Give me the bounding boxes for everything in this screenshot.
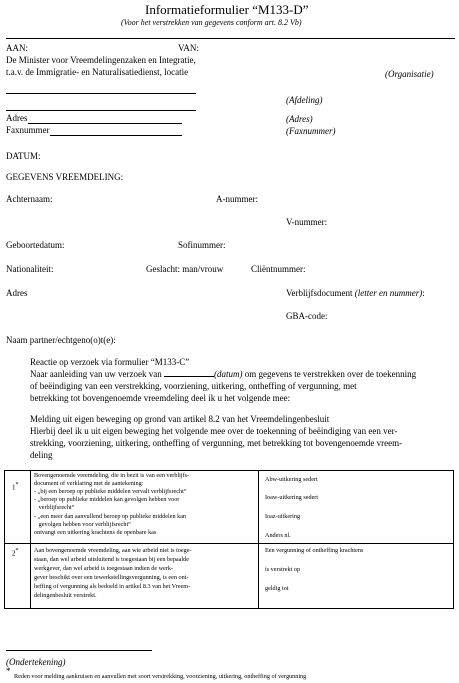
datum-label: DATUM: — [6, 151, 41, 161]
signature-line[interactable] — [6, 650, 152, 651]
row1-text-8: ontvangt een uitkering krachtens de openbare kas — [34, 529, 157, 536]
fax-line[interactable] — [50, 135, 182, 136]
sofinummer-label: Sofinummer: — [178, 240, 226, 250]
row1-text-5: verblijfsrecht“ — [34, 504, 75, 511]
anummer-label: A-nummer: — [216, 194, 258, 204]
van-label: VAN: — [178, 43, 199, 53]
fax-label: Faxnummer — [6, 125, 50, 135]
ondertekening-label: (Ondertekening) — [6, 657, 66, 667]
recipient-line-2: t.a.v. de Immigratie- en Naturalisatiedienst, locatie — [6, 67, 189, 77]
clientnummer-label: Cliëntnummer: — [251, 264, 306, 274]
row2-number: 2* — [12, 548, 19, 558]
footnote-star: * — [6, 666, 11, 676]
row1-text-6: - „een meer dan aanvullend beroep op publieke middelen kan — [34, 513, 187, 520]
row2-text-6: delingenbesluit verstrekt. — [34, 592, 97, 599]
adres-right-label: (Adres) — [286, 114, 313, 124]
row2-option-verstrekt-op[interactable]: is verstrekt op — [265, 566, 301, 573]
melding-heading: Melding uit eigen beweging op grond van artikel 8.2 van het Vreemdelingenbesluit — [30, 414, 330, 424]
form-subtitle: (Voor het verstrekken van gegevens conform art. 8.2 Vb) — [121, 18, 302, 27]
geslacht-label: Geslacht: man/vrouw — [146, 264, 224, 274]
row1-text-3: - „bij een beroep op publieke middelen vervalt verblijfsrecht“ — [34, 488, 187, 495]
datum-blank[interactable] — [164, 376, 214, 377]
melding-line4: deling — [30, 450, 53, 460]
aan-label: AAN: — [6, 43, 28, 53]
fax-right-label: (Faxnummer) — [286, 126, 336, 136]
nationaliteit-label: Nationaliteit: — [6, 264, 54, 274]
footnote-text: Reden voor melding aankruisen en aanvullen met soort verstrekking, voorziening, uitkering, ontheffing of vergunning — [14, 673, 307, 680]
reactie-para1-line3: betrekking tot bovengenoemde vreemdeling deel ik u het volgende mee: — [30, 393, 291, 403]
reactie-heading: Reactie op verzoek via formulier “M133-C” — [30, 357, 190, 367]
afdeling-line[interactable] — [6, 110, 196, 111]
row2-text-1: Aan bovengenoemde vreemdeling, aan wie arbeid niet is toege- — [34, 547, 192, 554]
row1-number: 1* — [12, 482, 19, 492]
gegevens-heading: GEGEVENS VREEMDELING: — [6, 172, 124, 182]
row2-option-vergunning[interactable]: Een vergunning of ontheffing krachtens — [265, 547, 364, 554]
melding-line3: strekking, voorziening, uitkering, ontheffing of vergunning, met betrekking tot bovengenoemde vreem- — [30, 438, 403, 448]
reactie-para1-line1: Naar aanleiding van uw verzoek van (datum) om gegevens te verstrekken over de toekenning — [30, 369, 417, 379]
row2-text-3: werkgever, dan wel arbeid is toegestaan indien de werk- — [34, 565, 174, 572]
vnummer-label: V-nummer: — [286, 217, 328, 227]
row1-option-abw[interactable]: Abw-uitkering sedert — [265, 476, 318, 483]
table-col-divider-1 — [30, 470, 31, 609]
row2-text-2: staan, dan wel arbeid uitsluitend is toegestaan bij een bepaalde — [34, 556, 189, 563]
melding-line2: Hierbij deel ik u uit eigen beweging het volgende mee over de toekenning of beëindiging van een ver- — [30, 426, 398, 436]
adres-label: Adres — [6, 113, 28, 123]
recipient-line-1: De Minister voor Vreemdelingenzaken en Integratie, — [6, 55, 196, 65]
row2-text-5: heffing of vergunning als bedoeld in artikel 8.3 van het Vreem- — [34, 583, 191, 590]
row1-option-ioaz[interactable]: Ioaz-uitkering — [265, 513, 301, 520]
row1-option-anders[interactable]: Anders nl. — [265, 532, 291, 539]
form-title: Informatieformulier “M133-D” — [145, 2, 309, 17]
verblijfsdocument-label: Verblijfsdocument (letter en nummer): — [286, 288, 425, 298]
adres-line[interactable] — [28, 123, 182, 124]
row2-text-4: gever beschikt over een tewerkstellingsvergunning, is een ont- — [34, 574, 189, 581]
row2-option-geldig-tot[interactable]: geldig tot — [265, 585, 289, 592]
row1-option-ioaw[interactable]: Ioaw-uitkering sedert — [265, 494, 319, 501]
adres-field-label: Adres — [6, 288, 28, 298]
afdeling-label: (Afdeling) — [286, 95, 323, 105]
locatie-line[interactable] — [6, 93, 196, 94]
naam-partner-label: Naam partner/echtgeno(o)t(e): — [6, 335, 116, 345]
table-col-divider-2 — [258, 470, 259, 609]
row1-text-4: - „beroep op publieke middelen kan gevolgen hebben voor — [34, 496, 180, 503]
organisatie-label: (Organisatie) — [385, 69, 434, 79]
row1-text-1: Bovengenoemde vreemdeling, die in bezit is van een verblijfs- — [34, 472, 190, 479]
table-row-divider — [4, 543, 454, 544]
row1-text-2: document of verklaring met de aantekening: — [34, 480, 144, 487]
header-rule — [6, 38, 455, 39]
achternaam-label: Achternaam: — [6, 194, 53, 204]
reactie-para1-line2: of beëindiging van een verstrekking, voorziening, uitkering, ontheffing of vergunning, met — [30, 381, 357, 391]
geboortedatum-label: Geboortedatum: — [6, 240, 65, 250]
row1-text-7: gevolgen hebben voor verblijfsrecht“ — [34, 521, 131, 528]
gba-label: GBA-code: — [286, 311, 328, 321]
